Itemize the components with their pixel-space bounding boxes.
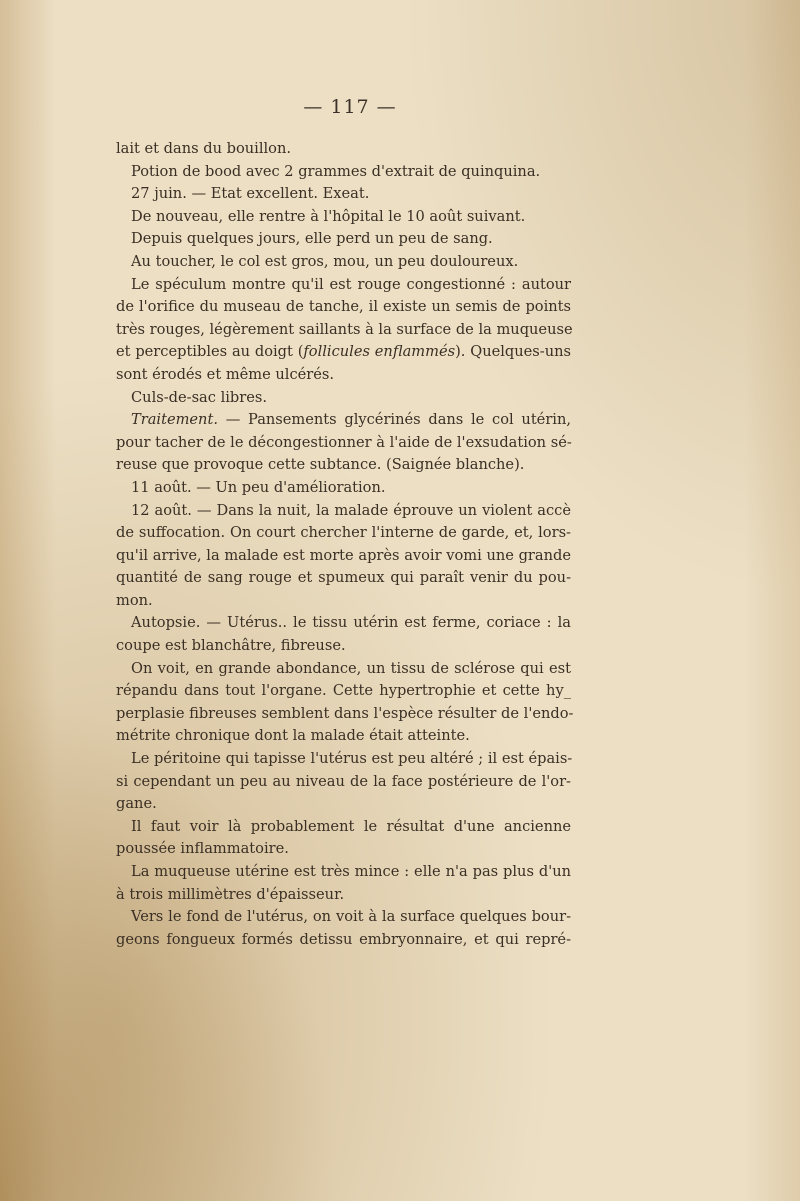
text-line: Il faut voir là probablement le résultat d'une ancienne <box>131 817 571 835</box>
text-line: Au toucher, le col est gros, mou, un peu douloureux. <box>131 252 519 270</box>
text-line: Le spéculum montre qu'il est rouge congestionné : autour <box>131 275 571 293</box>
text-line: reuse que provoque cette subtance. (Saignée blanche). <box>116 456 525 474</box>
text-line: de l'orifice du museau de tanche, il existe un semis de points <box>116 298 571 316</box>
text-line: de suffocation. On court chercher l'interne de garde, et, lors- <box>116 524 571 542</box>
text-line: quantité de sang rouge et spumeux qui paraît venir du pou- <box>116 569 571 587</box>
text-line: Depuis quelques jours, elle perd un peu de sang. <box>131 230 493 248</box>
text-line: mon. <box>116 591 153 609</box>
text-line: Le péritoine qui tapisse l'utérus est peu altéré ; il est épais- <box>131 750 573 768</box>
text-line: Culs-de-sac libres. <box>131 388 267 406</box>
body-text <box>116 138 574 951</box>
text-line: 11 août. — Un peu d'amélioration. <box>131 478 386 496</box>
text-line: De nouveau, elle rentre à l'hôpital le 10 août suivant. <box>131 207 526 225</box>
text-line: lait et dans du bouillon. <box>116 140 291 157</box>
text-line: répandu dans tout l'organe. Cette hypertrophie et cette hy_ <box>116 682 571 700</box>
text-line: très rouges, légèrement saillants à la surface de la muqueuse <box>116 320 573 338</box>
text-line: perplasie fibreuses semblent dans l'espèce résulter de l'endo- <box>116 704 574 722</box>
text-line: et perceptibles au doigt (follicules enflammés). Quelques-uns <box>116 343 571 361</box>
text-line: sont érodés et même ulcérés. <box>116 365 335 383</box>
text-line: coupe est blanchâtre, fibreuse. <box>116 637 346 655</box>
text-line: gane. <box>116 795 157 813</box>
text-line: si cependant un peu au niveau de la face postérieure de l'or- <box>116 772 571 790</box>
text-line: La muqueuse utérine est très mince : elle n'a pas plus d'un <box>131 863 571 880</box>
text-line: Vers le fond de l'utérus, on voit à la surface quelques bour- <box>131 908 571 926</box>
text-line: On voit, en grande abondance, un tissu de sclérose qui est <box>131 659 571 677</box>
text-line: métrite chronique dont la malade était atteinte. <box>116 727 470 745</box>
text-line: poussée inflammatoire. <box>116 840 289 858</box>
text-line: Potion de bood avec 2 grammes d'extrait de quinquina. <box>131 162 541 180</box>
text-line: pour tacher de le décongestionner à l'aide de l'exsudation sé- <box>116 433 572 451</box>
text-line: à trois millimètres d'épaisseur. <box>116 885 345 903</box>
text-line: 12 août. — Dans la nuit, la malade éprouve un violent accè <box>131 501 571 519</box>
text-line: Autopsie. — Utérus.. le tissu utérin est ferme, coriace : la <box>131 614 571 632</box>
page-number: — 117 — <box>303 96 397 118</box>
text-line: Traitement. — Pansements glycérinés dans le col utérin, <box>131 411 571 429</box>
text-line: 27 juin. — Etat excellent. Exeat. <box>131 185 370 203</box>
text-line: geons fongueux formés detissu embryonnaire, et qui repré- <box>116 930 571 948</box>
text-line: qu'il arrive, la malade est morte après avoir vomi une grande <box>116 546 571 564</box>
